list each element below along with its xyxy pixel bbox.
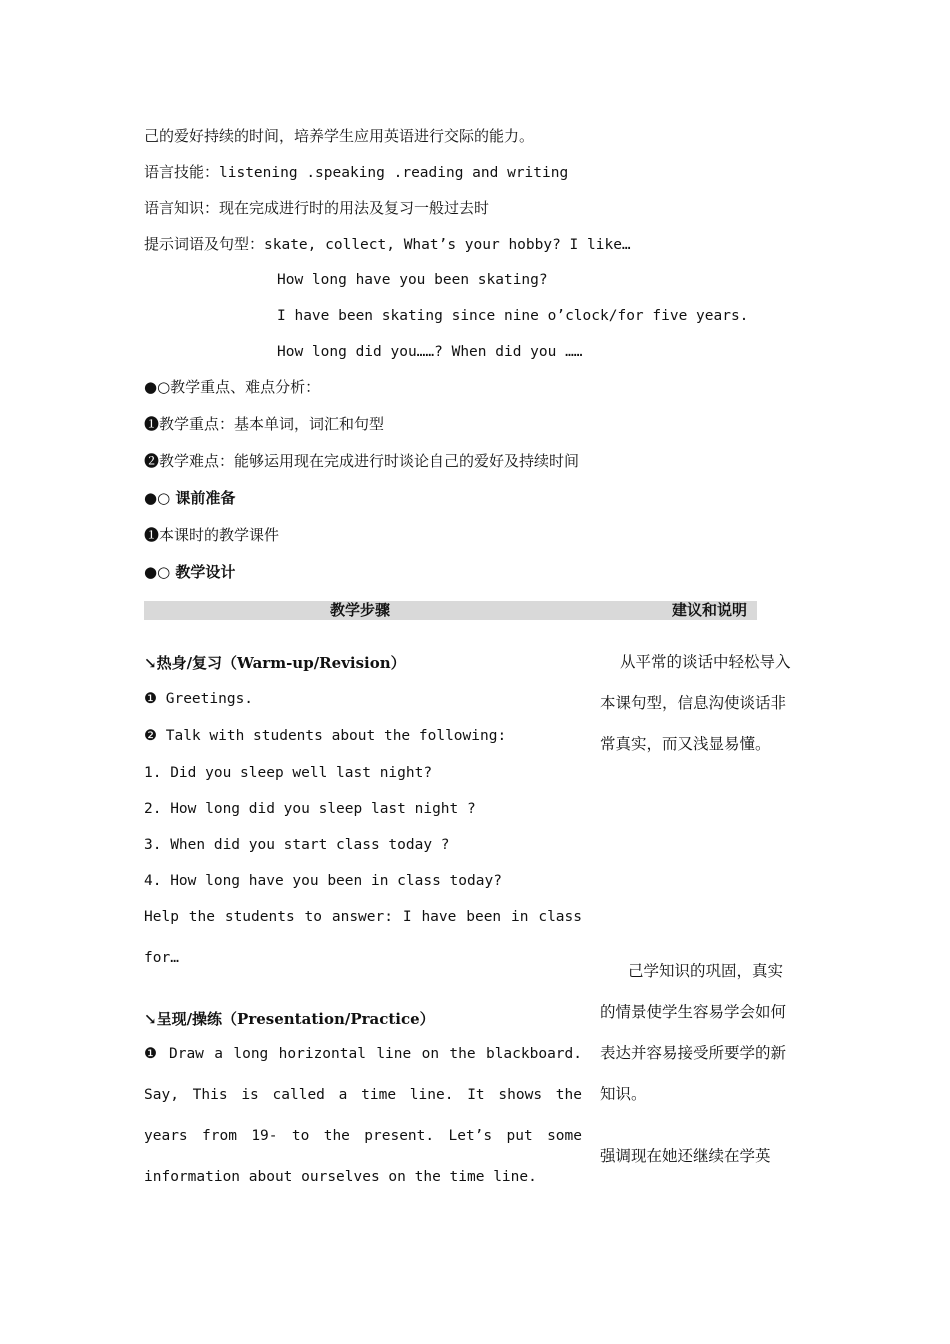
skills-label: 语言技能： [144,163,220,181]
skills-line [144,162,568,183]
warmup-note: 从平常的谈话中轻松导入本课句型，信息沟使谈话非常真实，而又浅显易懂。 [600,653,791,753]
knowledge-line: 语言知识：现在完成进行时的用法及复习一般过去时 [144,199,490,217]
intro-line: 己的爱好持续的时间，培养学生应用英语进行交际的能力。 [144,127,535,145]
design-heading: ●○ 教学设计 [144,563,236,581]
vocab-label: 提示词语及句型： [144,235,265,253]
pattern-1: How long have you been skating? [277,272,548,288]
analysis-key: ❶教学重点：基本单词，词汇和句型 [144,415,385,433]
col-steps-header: 教学步骤 [330,601,391,619]
analysis-heading: ●○教学重点、难点分析： [144,378,321,396]
warmup-question-3: 3. When did you start class today ? [144,837,450,853]
presentation-note-2: 强调现在她还继续在学英 [600,1147,771,1165]
warmup-question-4: 4. How long have you been in class today? [144,873,502,889]
table-header [144,601,757,620]
vocab-value: skate, collect, What’s your hobby? I like… [264,237,631,253]
analysis-difficult: ❷教学难点：能够运用现在完成进行时谈论自己的爱好及持续时间 [144,452,580,470]
presentation-item-1: ❶ Draw a long horizontal line on the blackboard. Say, This is called a time line. It shows the years from 19- to the present. Let’s put some information about ourselves on the time line. [144,1046,582,1185]
col-notes-header: 建议和说明 [672,601,748,619]
warmup-question-1: 1. Did you sleep well last night? [144,765,433,781]
pattern-3: How long did you……? When did you …… [277,344,583,360]
vocab-line [144,234,631,255]
presentation-note-1: 己学知识的巩固，真实的情景使学生容易学会如何表达并容易接受所要学的新知识。 [600,962,787,1103]
warmup-question-2: 2. How long did you sleep last night ? [144,801,476,817]
warmup-item-2: ❷ Talk with students about the following: [144,728,507,744]
presentation-heading: ↘呈现/操练（Presentation/Practice） [144,1010,435,1028]
preparation-heading: ●○ 课前准备 [144,489,236,507]
warmup-item-1: ❶ Greetings. [144,691,254,707]
skills-value: listening .speaking .reading and writing [219,165,569,181]
pattern-2: I have been skating since nine o’clock/for five years. [277,308,749,324]
warmup-heading: ↘热身/复习（Warm-up/Revision） [144,654,406,672]
warmup-help: Help the students to answer: I have been in class for… [144,909,582,966]
preparation-item: ❶本课时的教学课件 [144,526,280,544]
